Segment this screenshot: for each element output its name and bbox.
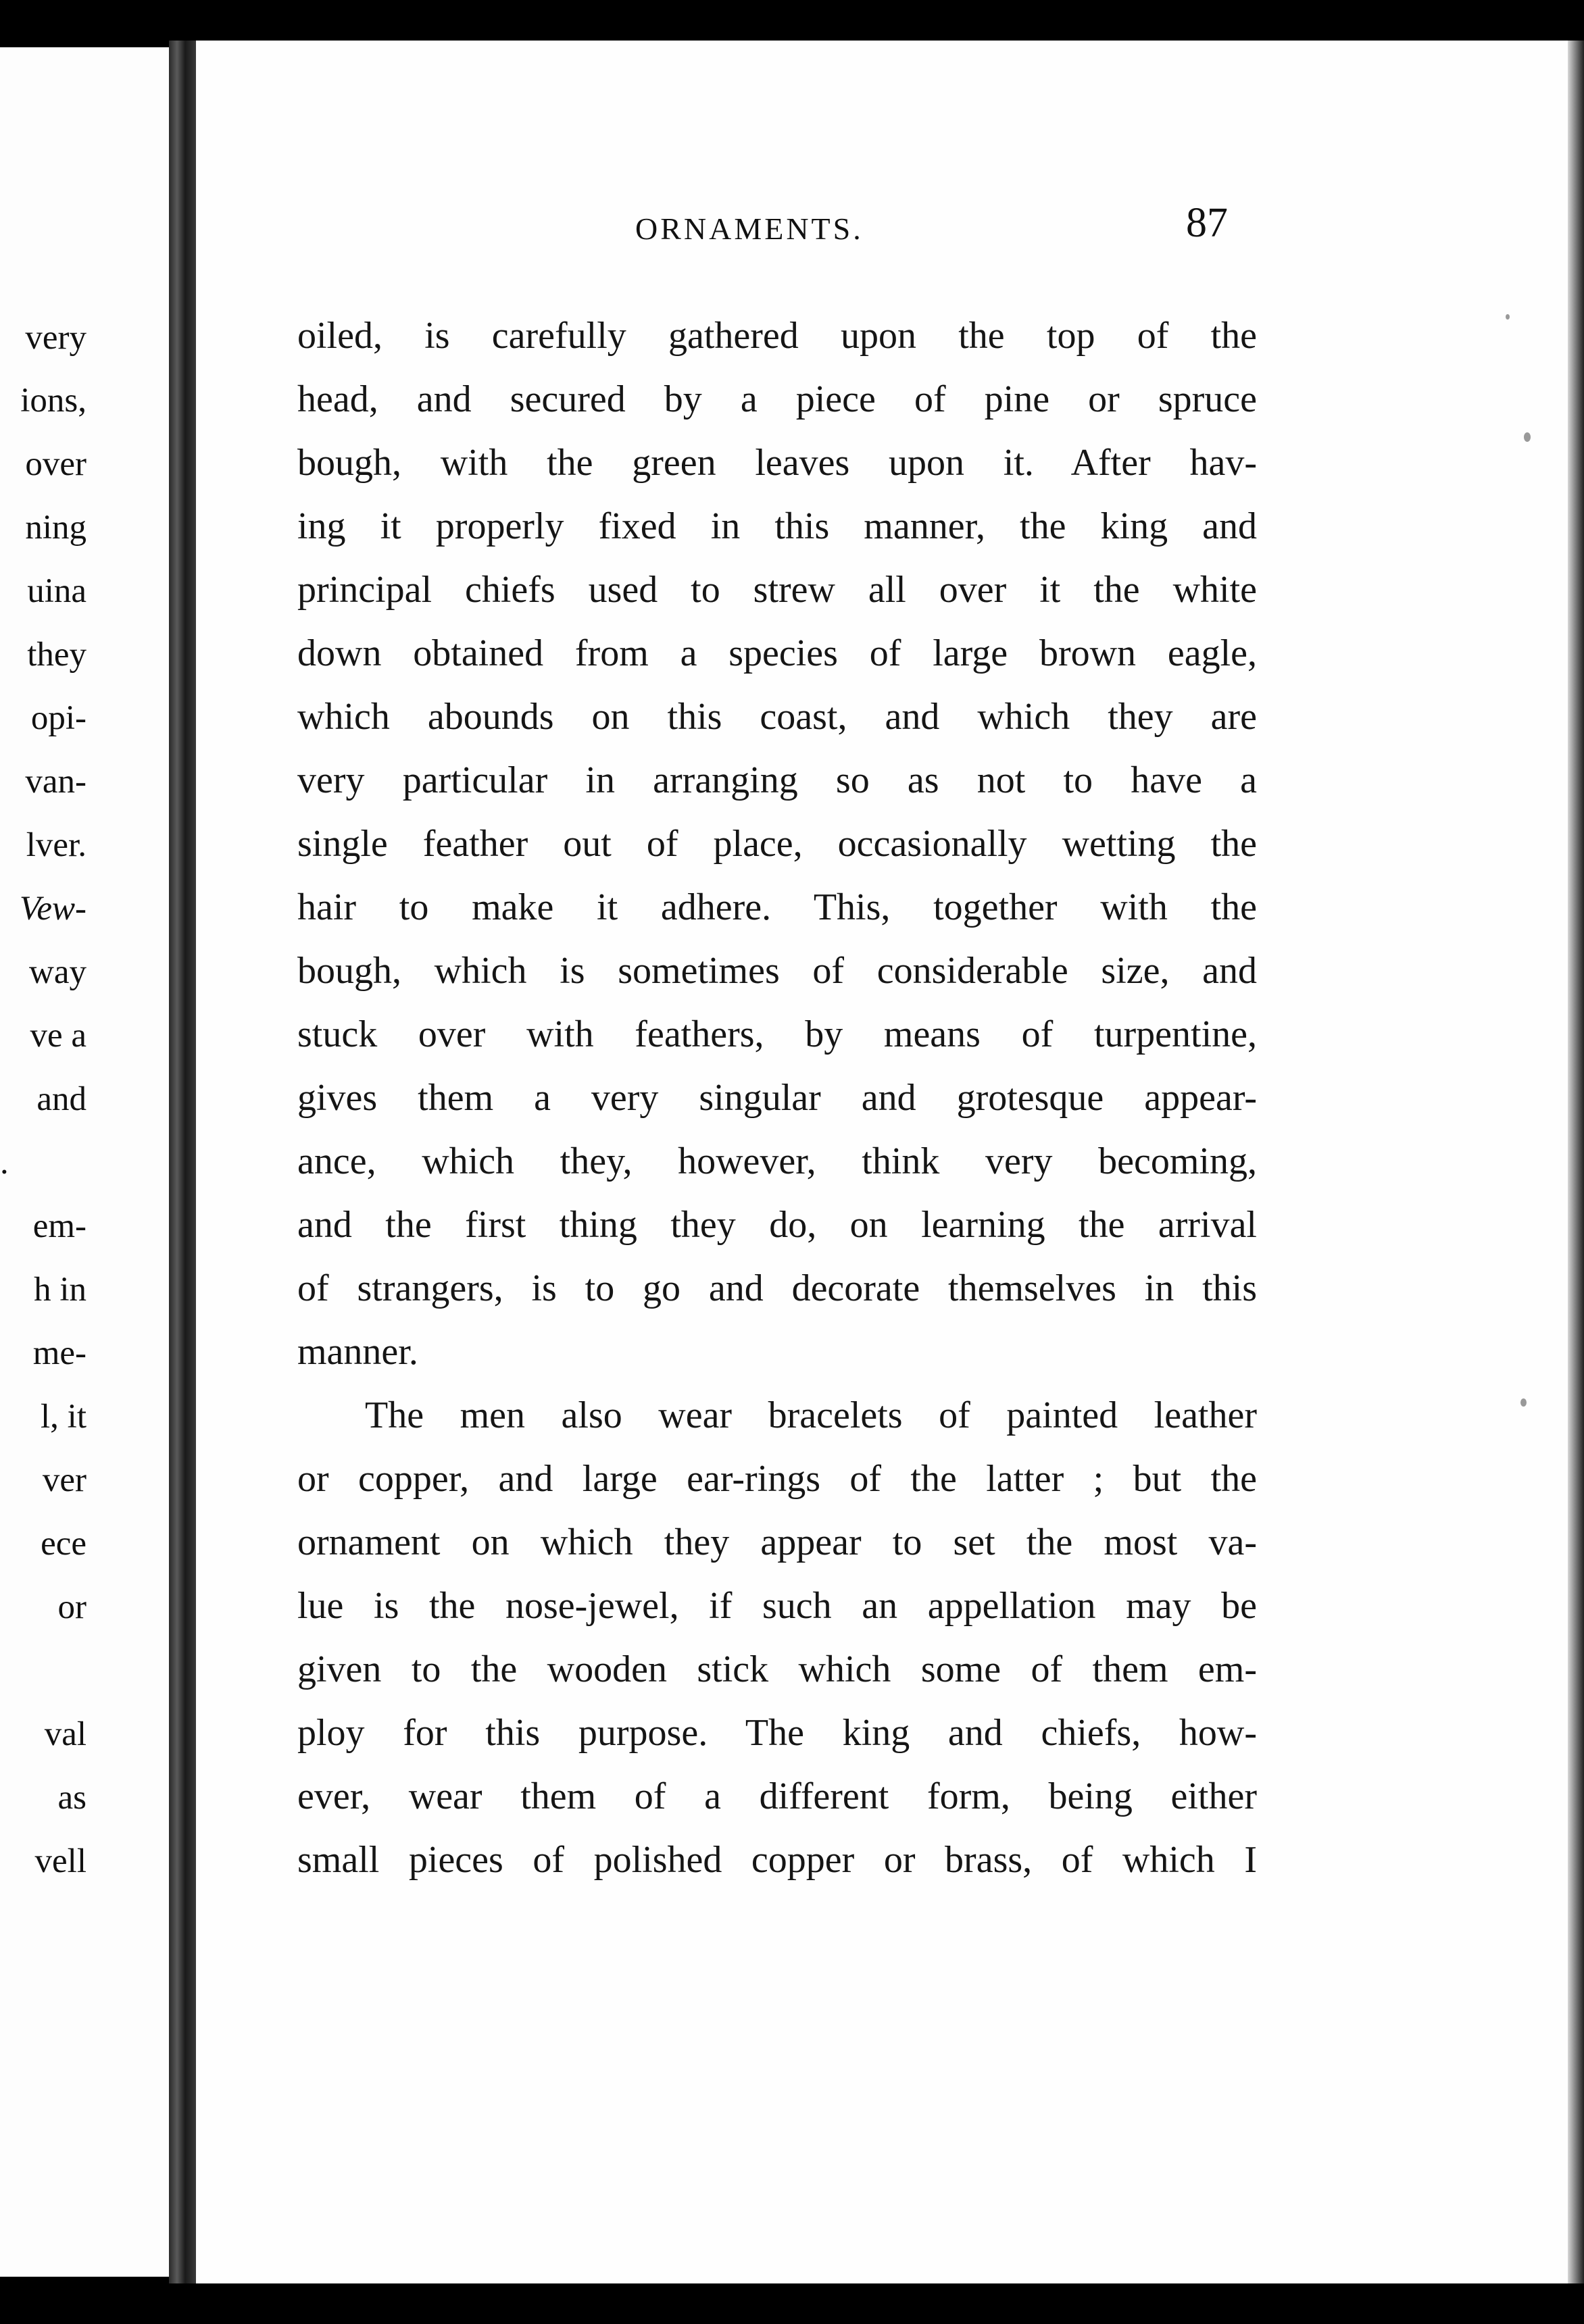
text-line: manner. — [297, 1331, 418, 1373]
facing-page-word: way — [29, 953, 86, 991]
facing-page-fragment — [0, 47, 169, 2277]
text-line: single feather out of place, occasionally wetting the — [297, 823, 1257, 865]
facing-page-word: l, it — [40, 1398, 86, 1436]
facing-page-word: or — [57, 1588, 86, 1626]
text-line: bough, with the green leaves upon it. After hav- — [297, 442, 1257, 484]
scan-speck — [1524, 432, 1531, 442]
text-line: small pieces of polished copper or brass, of which I — [297, 1839, 1257, 1881]
facing-page-word: very — [25, 319, 86, 357]
facing-page-word: vell — [34, 1842, 86, 1880]
facing-page-word: uina — [27, 572, 86, 610]
facing-page-word: val — [44, 1715, 86, 1753]
text-line: The men also wear bracelets of painted leather — [365, 1394, 1257, 1436]
facing-page-word: ver — [42, 1461, 86, 1499]
page-number: 87 — [1186, 200, 1228, 246]
facing-page-word: as — [57, 1779, 86, 1817]
text-line: ance, which they, however, think very becoming, — [297, 1140, 1257, 1182]
text-line: stuck over with feathers, by means of turpentine, — [297, 1013, 1257, 1055]
text-line: oiled, is carefully gathered upon the top of the — [297, 315, 1257, 357]
facing-page-word: they — [27, 636, 86, 674]
facing-page-word: ve a — [30, 1017, 86, 1055]
facing-page-word: lver. — [26, 826, 86, 864]
paragraph — [297, 1384, 1257, 1892]
text-line: bough, which is sometimes of considerable size, and — [297, 950, 1257, 992]
text-line: down obtained from a species of large brown eagle, — [297, 632, 1257, 674]
facing-page-word: van- — [25, 763, 86, 801]
scan-speck — [1506, 314, 1510, 320]
facing-page-word: ning — [25, 509, 86, 547]
facing-page-word: and — [36, 1080, 86, 1118]
paragraph — [297, 304, 1257, 1384]
text-line: principal chiefs used to strew all over it the white — [297, 569, 1257, 611]
text-line: head, and secured by a piece of pine or spruce — [297, 378, 1257, 420]
text-line: lue is the nose-jewel, if such an appellation may be — [297, 1585, 1257, 1627]
facing-page-word: em- — [32, 1207, 86, 1245]
scan-speck — [1520, 1398, 1527, 1407]
text-line: and the first thing they do, on learning the arrival — [297, 1204, 1257, 1246]
text-line: of strangers, is to go and decorate themselves in this — [297, 1267, 1257, 1309]
facing-page-word: me- — [32, 1334, 86, 1372]
text-line: ploy for this purpose. The king and chiefs, how- — [297, 1712, 1257, 1754]
text-line: ing it properly fixed in this manner, the king and — [297, 505, 1257, 547]
page-edge — [1568, 41, 1584, 2283]
facing-page-word: ece — [41, 1525, 86, 1563]
facing-page-word: Vew- — [19, 890, 86, 928]
facing-page-word: over — [25, 445, 86, 483]
text-line: given to the wooden stick which some of them em- — [297, 1648, 1257, 1690]
text-line: very particular in arranging so as not to have a — [297, 759, 1257, 801]
text-line: gives them a very singular and grotesque appear- — [297, 1077, 1257, 1119]
book-gutter — [169, 41, 196, 2283]
text-line: which abounds on this coast, and which they are — [297, 696, 1257, 738]
body-text — [297, 304, 1257, 1892]
text-line: hair to make it adhere. This, together with the — [297, 886, 1257, 928]
text-line: ornament on which they appear to set the most va- — [297, 1521, 1257, 1563]
facing-page-word: h in — [34, 1271, 86, 1309]
facing-page-word: ions, — [20, 382, 86, 420]
text-line: or copper, and large ear-rings of the latter ; but the — [297, 1458, 1257, 1500]
text-line: ever, wear them of a different form, being either — [297, 1775, 1257, 1817]
facing-page-word: opi- — [30, 699, 86, 737]
running-head: ORNAMENTS. — [635, 211, 864, 246]
facing-page-word: . — [0, 1144, 9, 1182]
